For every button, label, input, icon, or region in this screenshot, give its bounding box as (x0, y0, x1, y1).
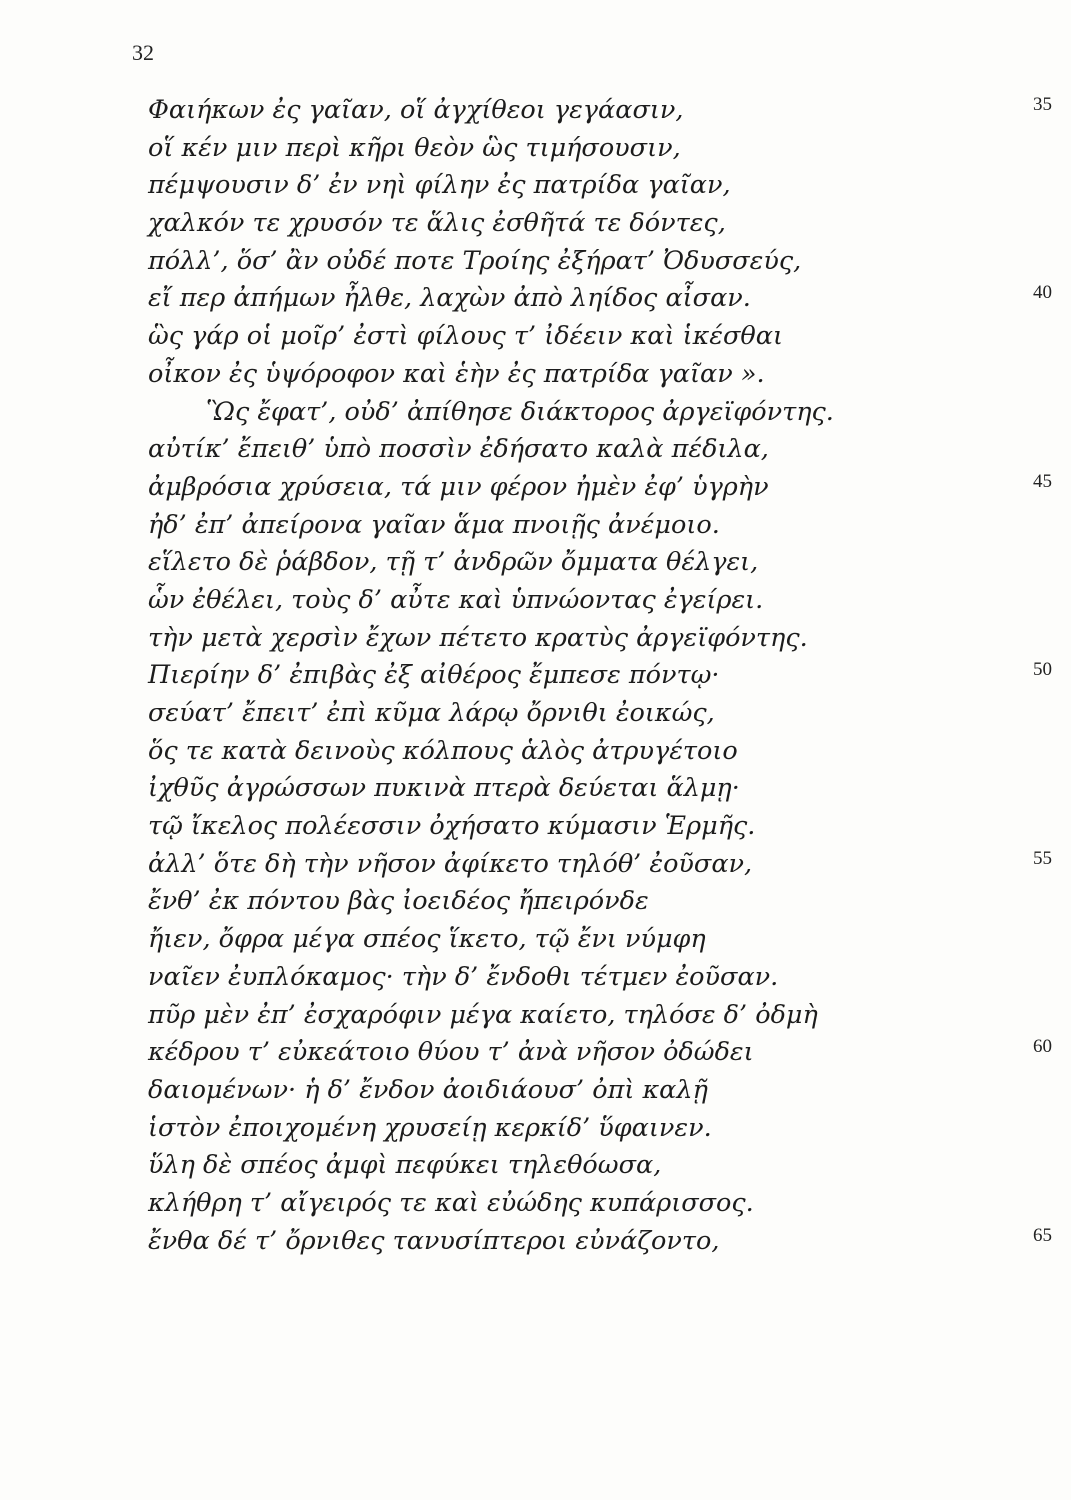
verse-text: οἵ κέν μιν περὶ κῆρι θεὸν ὣς τιμήσουσιν, (148, 132, 681, 163)
verse-text: χαλκόν τε χρυσόν τε ἅλις ἐσθῆτά τε δόντες, (148, 208, 726, 239)
verse-line (148, 1185, 1028, 1223)
verse-text: ἰχθῦς ἀγρώσσων πυκινὰ πτερὰ δεύεται ἅλμῃ· (148, 773, 740, 804)
page-number: 32 (132, 40, 154, 65)
verse-text: οἶκον ἐς ὑψόροφον καὶ ἑὴν ἐς πατρίδα γαῖαν ». (148, 358, 765, 389)
verse-line (148, 130, 1028, 168)
verse-line (148, 1223, 1052, 1261)
verse-text: ὕλη δὲ σπέος ἀμφὶ πεφύκει τηλεθόωσα, (148, 1150, 662, 1181)
verse-text: ἀλλ’ ὅτε δὴ τὴν νῆσον ἀφίκετο τηλόθ’ ἐοῦσαν, (148, 848, 753, 879)
verse-line (148, 582, 1028, 620)
verse-text: ὅς τε κατὰ δεινοὺς κόλπους ἁλὸς ἀτρυγέτοιο (148, 735, 738, 766)
verse-text: ὣς γάρ οἱ μοῖρ’ ἐστὶ φίλους τ’ ἰδέειν καὶ ἱκέσθαι (148, 321, 783, 352)
verse-line (148, 167, 1028, 205)
verse-text: πέμψουσιν δ’ ἐν νηὶ φίλην ἐς πατρίδα γαῖαν, (148, 170, 731, 201)
verse-line (148, 808, 1028, 846)
verse-line (148, 544, 1028, 582)
verse-line (148, 620, 1028, 658)
verse-text: ἀμβρόσια χρύσεια, τά μιν φέρον ἠμὲν ἐφ’ ὑγρὴν (148, 471, 769, 502)
line-number: 45 (1033, 470, 1052, 492)
verse-text: σεύατ’ ἔπειτ’ ἐπὶ κῦμα λάρῳ ὄρνιθι ἐοικώς, (148, 698, 715, 728)
verse-text: τὴν μετὰ χερσὶν ἔχων πέτετο κρατὺς ἀργεϊφόντης. (148, 622, 808, 653)
line-number: 55 (1033, 847, 1052, 869)
verse-line (148, 1147, 1028, 1185)
verse-text: ἔνθ’ ἐκ πόντου βὰς ἰοειδέος ἤπειρόνδε (148, 886, 649, 917)
verse-line (148, 770, 1028, 808)
line-number: 40 (1033, 282, 1052, 304)
verse-text: εἵλετο δὲ ῥάβδον, τῇ τ’ ἀνδρῶν ὄμματα θέλγει, (148, 547, 759, 578)
verse-text: κέδρου τ’ εὐκεάτοιο θύου τ’ ἀνὰ νῆσον ὀδώδει (148, 1037, 754, 1068)
verse-text: ἠδ’ ἐπ’ ἀπείρονα γαῖαν ἅμα πνοιῇς ἀνέμοιο. (148, 509, 720, 540)
verse-text: εἴ περ ἀπήμων ἦλθε, λαχὼν ἀπὸ ληίδος αἶσαν. (148, 283, 751, 314)
verse-text: πῦρ μὲν ἐπ’ ἐσχαρόφιν μέγα καίετο, τηλόσε δ’ ὀδμὴ (148, 999, 818, 1030)
verse-line (148, 733, 1028, 771)
verse-text: ἤιεν, ὄφρα μέγα σπέος ἵκετο, τῷ ἔνι νύμφη (148, 924, 706, 955)
verse-line (148, 394, 1028, 432)
verse-text: Φαιήκων ἐς γαῖαν, οἵ ἀγχίθεοι γεγάασιν, (148, 95, 684, 125)
verse-text: ὧν ἐθέλει, τοὺς δ’ αὖτε καὶ ὑπνώοντας ἐγείρει. (148, 584, 764, 615)
verse-line (148, 92, 1052, 130)
verse-line (148, 846, 1052, 884)
line-number: 65 (1033, 1224, 1052, 1246)
verse-line (148, 657, 1052, 695)
line-number: 60 (1033, 1036, 1052, 1058)
line-number: 50 (1033, 659, 1052, 681)
verse-line (148, 1110, 1028, 1148)
verse-line (148, 507, 1028, 545)
verse-line (148, 959, 1028, 997)
verse-line (148, 695, 1028, 733)
verse-text: δαιομένων· ἡ δ’ ἔνδον ἀοιδιάουσ’ ὀπὶ καλῇ (148, 1074, 708, 1105)
verse-text: τῷ ἴκελος πολέεσσιν ὀχήσατο κύμασιν Ἑρμῆς. (148, 811, 756, 842)
verse-line (148, 431, 1028, 469)
verse-text: κλήθρη τ’ αἴγειρός τε καὶ εὐώδης κυπάρισσος. (148, 1187, 754, 1218)
verse-line (148, 318, 1028, 356)
verse-line (148, 921, 1028, 959)
line-number: 35 (1033, 94, 1052, 115)
verse-text: πόλλ’, ὅσ’ ἂν οὐδέ ποτε Τροίης ἐξήρατ’ Ὀδυσσεύς, (148, 245, 802, 276)
verse-line (148, 1072, 1028, 1110)
verse-text: Πιερίην δ’ ἐπιβὰς ἐξ αἰθέρος ἔμπεσε πόντῳ· (148, 660, 720, 691)
verse-line (148, 997, 1028, 1035)
verse-line (148, 205, 1028, 243)
verse-text: ἱστὸν ἐποιχομένη χρυσείῃ κερκίδ’ ὕφαινεν. (148, 1112, 712, 1143)
verse-line (148, 243, 1028, 281)
verse-text: αὐτίκ’ ἔπειθ’ ὑπὸ ποσσὶν ἐδήσατο καλὰ πέδιλα, (148, 434, 769, 465)
verse-block (148, 92, 1052, 1260)
verse-line (148, 883, 1028, 921)
verse-line (148, 280, 1052, 318)
verse-text: ναῖεν ἐυπλόκαμος· τὴν δ’ ἔνδοθι τέτμεν ἐοῦσαν. (148, 961, 779, 992)
verse-text: Ὣς ἔφατ’, οὐδ’ ἀπίθησε διάκτορος ἀργεϊφόντης. (206, 396, 834, 427)
verse-text: ἔνθα δέ τ’ ὄρνιθες τανυσίπτεροι εὐνάζοντο, (148, 1225, 720, 1256)
verse-line (148, 469, 1052, 507)
verse-line (148, 356, 1028, 394)
verse-line (148, 1034, 1052, 1072)
